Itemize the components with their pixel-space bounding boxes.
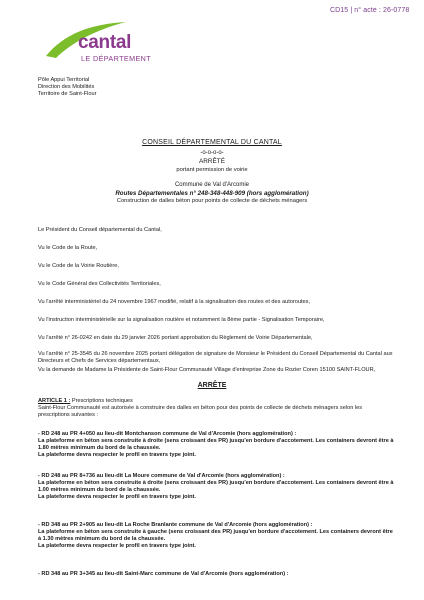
routes-line: Routes Départementales n° 248-348-448-909 (hors agglomération)	[115, 190, 309, 197]
service-line: Territoire de Saint-Flour	[38, 91, 97, 98]
act-reference: CD15 | n° acte : 26-0778	[330, 7, 410, 14]
logo-subtitle: LE DÉPARTEMENT	[81, 54, 152, 63]
preamble-vu: Vu l'arrêté n° 25-3545 du 26 novembre 2025 portant délégation de signature de Monsieur le Président du Conseil Départemental du Cantal aux Directeurs et Chefs de Services départementaux,	[38, 351, 393, 365]
prescription-location: - RD 348 au PR 3+345 au lieu-dit Saint-Marc commune de Val d'Arcomie (hors agglomération) :	[38, 571, 289, 577]
object-line: Construction de dalles béton pour points de collecte de déchets ménagers	[116, 198, 308, 204]
title-separator: -o-o-o-o-	[200, 150, 224, 156]
prescription-location: - RD 348 au PR 2+905 au lieu-dit La Roche Branlante commune de Val d'Arcomie (hors agglomération) :	[38, 522, 313, 528]
commune-line: Commune de Val d'Arcomie	[174, 182, 250, 188]
arrete-heading: ARRÊTE	[197, 382, 227, 389]
article-number: ARTICLE 1 :	[38, 398, 71, 404]
preamble-vu-request: Vu la demande de Madame la Présidente de Saint-Flour Communauté Village d'entreprise Zone du Rozier Coren 15100 SAINT-FLOUR,	[38, 367, 376, 373]
preamble-vu: Vu l'arrêté interministériel du 24 novembre 1967 modifié, relatif à la signalisation des routes et des autoroutes,	[38, 299, 310, 305]
preamble-vu: Vu le Code Général des Collectivités Territoriales,	[38, 281, 161, 287]
article-heading: Prescriptions techniques	[70, 398, 133, 404]
preamble-president: Le Président du Conseil départemental du Cantal,	[38, 227, 162, 233]
service-line: Pôle Appui Territorial	[38, 77, 90, 83]
prescription-text: La plateforme en béton sera construite à droite (sens croissant des PR) jusqu'en bordure d'accotement. Les containers devront être à 1.80 mètres minimum du bord de la chaussée.	[38, 438, 394, 452]
article-1-intro: Saint-Flour Communauté est autorisée à construire des dalles en béton pour des points de collecte de déchets ménagers selon les prescriptions suivantes :	[38, 405, 363, 419]
prescription-location: - RD 248 au PR 4+050 au lieu-dit Montchanson commune de Val d'Arcomie (hors agglomération) :	[38, 431, 297, 437]
issuing-service	[38, 77, 96, 99]
preamble-vu: Vu l'instruction interministérielle sur la signalisation routière et notamment la 8ème partie - Signalisation Temporaire,	[38, 317, 325, 323]
prescription-profile: La plateforme devra respecter le profil en travers type joint.	[38, 494, 196, 500]
act-type: ARRÊTÉ	[199, 158, 225, 165]
prescription-location: - RD 248 au PR 8+736 au lieu-dit La Moure commune de Val d'Arcomie (hors agglomération) :	[38, 473, 285, 479]
preamble-vu: Vu le Code de la Route,	[38, 245, 98, 251]
service-line: Direction des Mobilités	[38, 84, 95, 91]
act-subtitle: portant permission de voirie	[176, 167, 248, 173]
prescription-profile: La plateforme devra respecter le profil en travers type joint.	[38, 543, 196, 549]
prescription-text: La plateforme en béton sera construite à gauche (sens croissant des PR) jusqu'en bordure d'accotement. Les containers devront être à 1.30 mètres minimum du bord de la chaussée.	[38, 529, 393, 543]
preamble-vu: Vu l'arrêté n° 26-0242 en date du 29 janvier 2026 portant approbation du Règlement de Voirie Départementale,	[38, 335, 313, 341]
preamble-vu: Vu le Code de la Voirie Routière,	[38, 263, 119, 269]
council-title: CONSEIL DÉPARTEMENTAL DU CANTAL	[142, 139, 282, 146]
logo-wordmark: cantal	[78, 32, 132, 53]
prescription-profile: La plateforme devra respecter le profil en travers type joint.	[38, 452, 196, 458]
prescription-text: La plateforme en béton sera construite à droite (sens croissant des PR) jusqu'en bordure d'accotement. Les containers devront être à 1.00 mètres minimum du bord de la chaussée.	[38, 480, 394, 494]
